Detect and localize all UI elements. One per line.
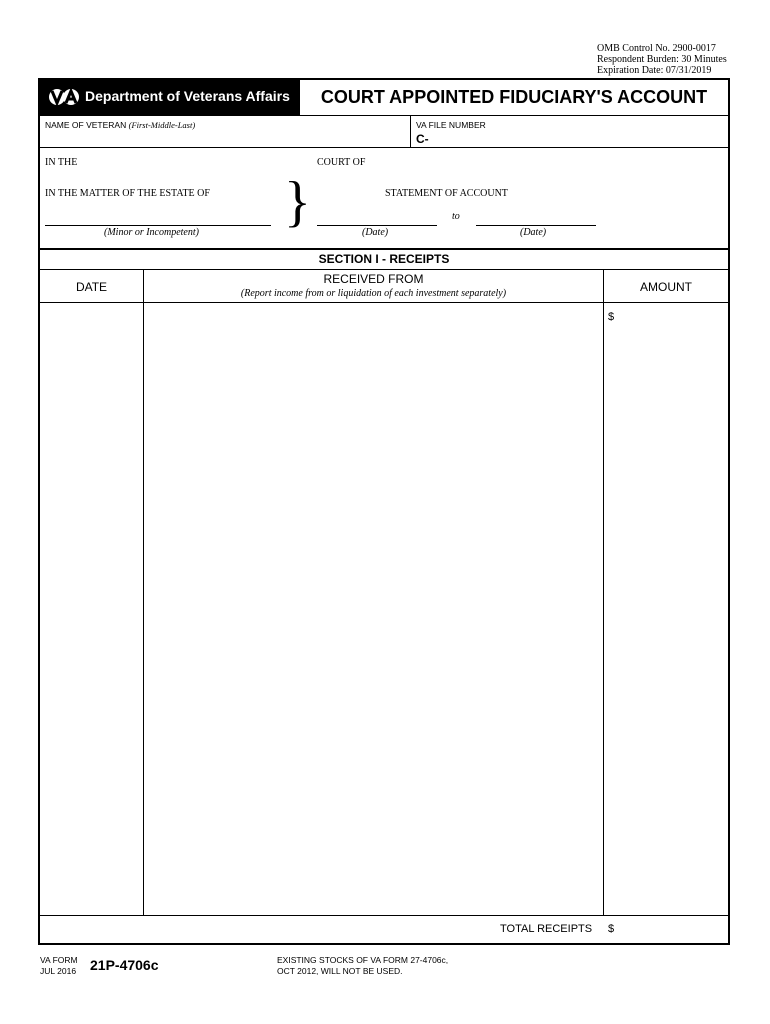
footer-date: JUL 2016 bbox=[40, 966, 77, 976]
footer-note-line2: OCT 2012, WILL NOT BE USED. bbox=[277, 966, 403, 976]
col-received-header: RECEIVED FROM bbox=[323, 272, 424, 286]
divider bbox=[410, 115, 411, 147]
start-date-field[interactable] bbox=[317, 206, 437, 224]
end-date-line bbox=[476, 225, 596, 226]
col-received-hint: (Report income from or liquidation of each investment separately) bbox=[240, 288, 507, 299]
brace-glyph: } bbox=[284, 171, 311, 233]
date-entries-field[interactable] bbox=[41, 304, 142, 914]
divider bbox=[603, 269, 604, 915]
section-title: SECTION I - RECEIPTS bbox=[318, 252, 450, 266]
total-receipts-field[interactable] bbox=[618, 918, 726, 942]
minor-label: (Minor or Incompetent) bbox=[104, 227, 199, 238]
form-title: COURT APPOINTED FIDUCIARY'S ACCOUNT bbox=[320, 87, 708, 107]
department-name: Department of Veterans Affairs bbox=[85, 88, 290, 104]
divider bbox=[40, 915, 728, 916]
to-label: to bbox=[452, 211, 460, 222]
footer-va-form: VA FORM bbox=[40, 955, 78, 965]
va-header-banner bbox=[40, 80, 300, 115]
court-of-field[interactable] bbox=[380, 152, 720, 167]
col-date-header: DATE bbox=[75, 280, 108, 294]
veteran-name-field[interactable] bbox=[44, 130, 404, 145]
start-date-line bbox=[317, 225, 437, 226]
in-the-label: IN THE bbox=[45, 157, 78, 168]
omb-info bbox=[597, 43, 727, 76]
va-logo-icon bbox=[48, 83, 80, 111]
va-file-number-prefix: C- bbox=[416, 132, 429, 146]
received-from-entries-field[interactable] bbox=[145, 304, 602, 914]
date-label-1: (Date) bbox=[362, 227, 389, 238]
dollar-sign: $ bbox=[608, 311, 615, 323]
footer-note bbox=[277, 955, 448, 977]
court-name-field[interactable] bbox=[90, 152, 310, 167]
veteran-name-label: NAME OF VETERAN (First-Middle-Last) bbox=[45, 120, 196, 130]
omb-burden: Respondent Burden: 30 Minutes bbox=[597, 54, 727, 65]
estate-of-label: IN THE MATTER OF THE ESTATE OF bbox=[45, 188, 210, 199]
court-of-label: COURT OF bbox=[317, 157, 366, 168]
estate-name-field[interactable] bbox=[45, 206, 271, 224]
footer-note-line1: EXISTING STOCKS OF VA FORM 27-4706c, bbox=[277, 955, 449, 965]
date-label-2: (Date) bbox=[520, 227, 547, 238]
col-amount-header: AMOUNT bbox=[640, 280, 692, 294]
omb-control: OMB Control No. 2900-0017 bbox=[597, 43, 716, 54]
va-file-number-label: VA FILE NUMBER bbox=[416, 120, 486, 130]
divider bbox=[40, 248, 728, 250]
total-dollar-sign: $ bbox=[608, 923, 615, 935]
divider bbox=[40, 302, 728, 303]
va-file-number-field[interactable] bbox=[432, 130, 722, 145]
amount-entries-field[interactable] bbox=[618, 306, 726, 914]
total-receipts-label: TOTAL RECEIPTS bbox=[500, 923, 593, 935]
estate-name-line bbox=[45, 225, 271, 226]
form-number: 21P-4706c bbox=[90, 957, 159, 973]
omb-expiration: Expiration Date: 07/31/2019 bbox=[597, 65, 712, 76]
divider bbox=[40, 115, 728, 116]
statement-label: STATEMENT OF ACCOUNT bbox=[385, 188, 508, 199]
divider bbox=[143, 269, 144, 915]
footer-form-info bbox=[40, 955, 78, 977]
divider bbox=[40, 147, 728, 148]
end-date-field[interactable] bbox=[476, 206, 596, 224]
